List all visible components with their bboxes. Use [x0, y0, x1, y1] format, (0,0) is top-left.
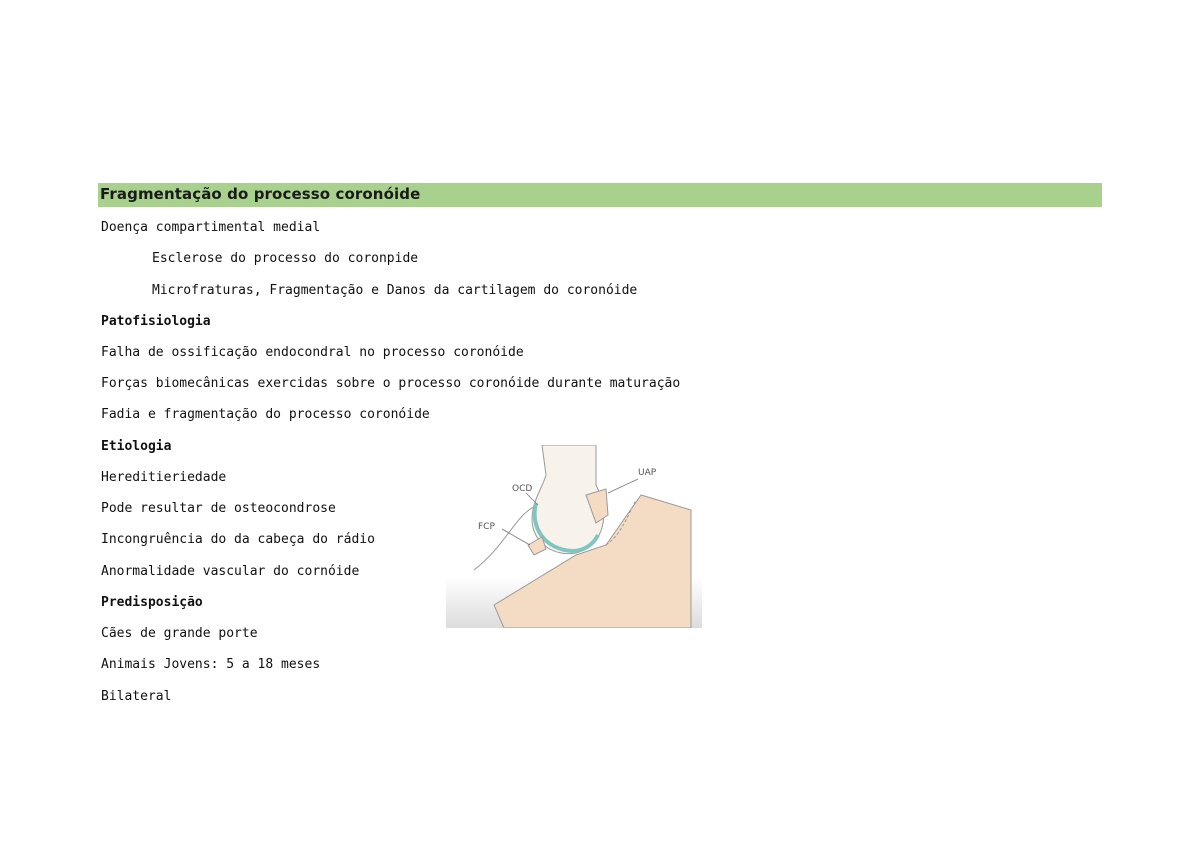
section-title-bar [98, 183, 1102, 207]
figure-label-uap: UAP [638, 468, 657, 478]
figure-label-fcp: FCP [478, 522, 495, 532]
text-line-pred-2: Animais Jovens: 5 a 18 meses [101, 657, 321, 672]
text-line-intro: Doença compartimental medial [101, 220, 321, 235]
text-line-intro-sub1: Esclerose do processo do coronpide [152, 251, 419, 266]
heading-predisposicao: Predisposição [101, 595, 203, 610]
figure-label-ocd: OCD [512, 484, 533, 494]
page-title: Fragmentação do processo coronóide [100, 185, 421, 203]
text-line-etio-2: Pode resultar de osteocondrose [101, 501, 336, 516]
heading-etiologia: Etiologia [101, 439, 172, 454]
text-line-pred-3: Bilateral [101, 689, 172, 704]
text-line-etio-3: Incongruência do da cabeça do rádio [101, 532, 375, 547]
text-line-pato-2: Forças biomecânicas exercidas sobre o processo coronóide durante maturação [101, 376, 681, 391]
text-line-intro-sub2: Microfraturas, Fragmentação e Danos da cartilagem do coronóide [152, 283, 638, 298]
text-line-pato-1: Falha de ossificação endocondral no processo coronóide [101, 345, 524, 360]
text-line-etio-4: Anormalidade vascular do cornóide [101, 564, 360, 579]
text-line-pato-3: Fadia e fragmentação do processo coronóide [101, 407, 430, 422]
elbow-joint-diagram [446, 445, 702, 628]
text-line-etio-1: Hereditieriedade [101, 470, 227, 485]
text-line-pred-1: Cães de grande porte [101, 626, 258, 641]
heading-patofisiologia: Patofisiologia [101, 314, 211, 329]
